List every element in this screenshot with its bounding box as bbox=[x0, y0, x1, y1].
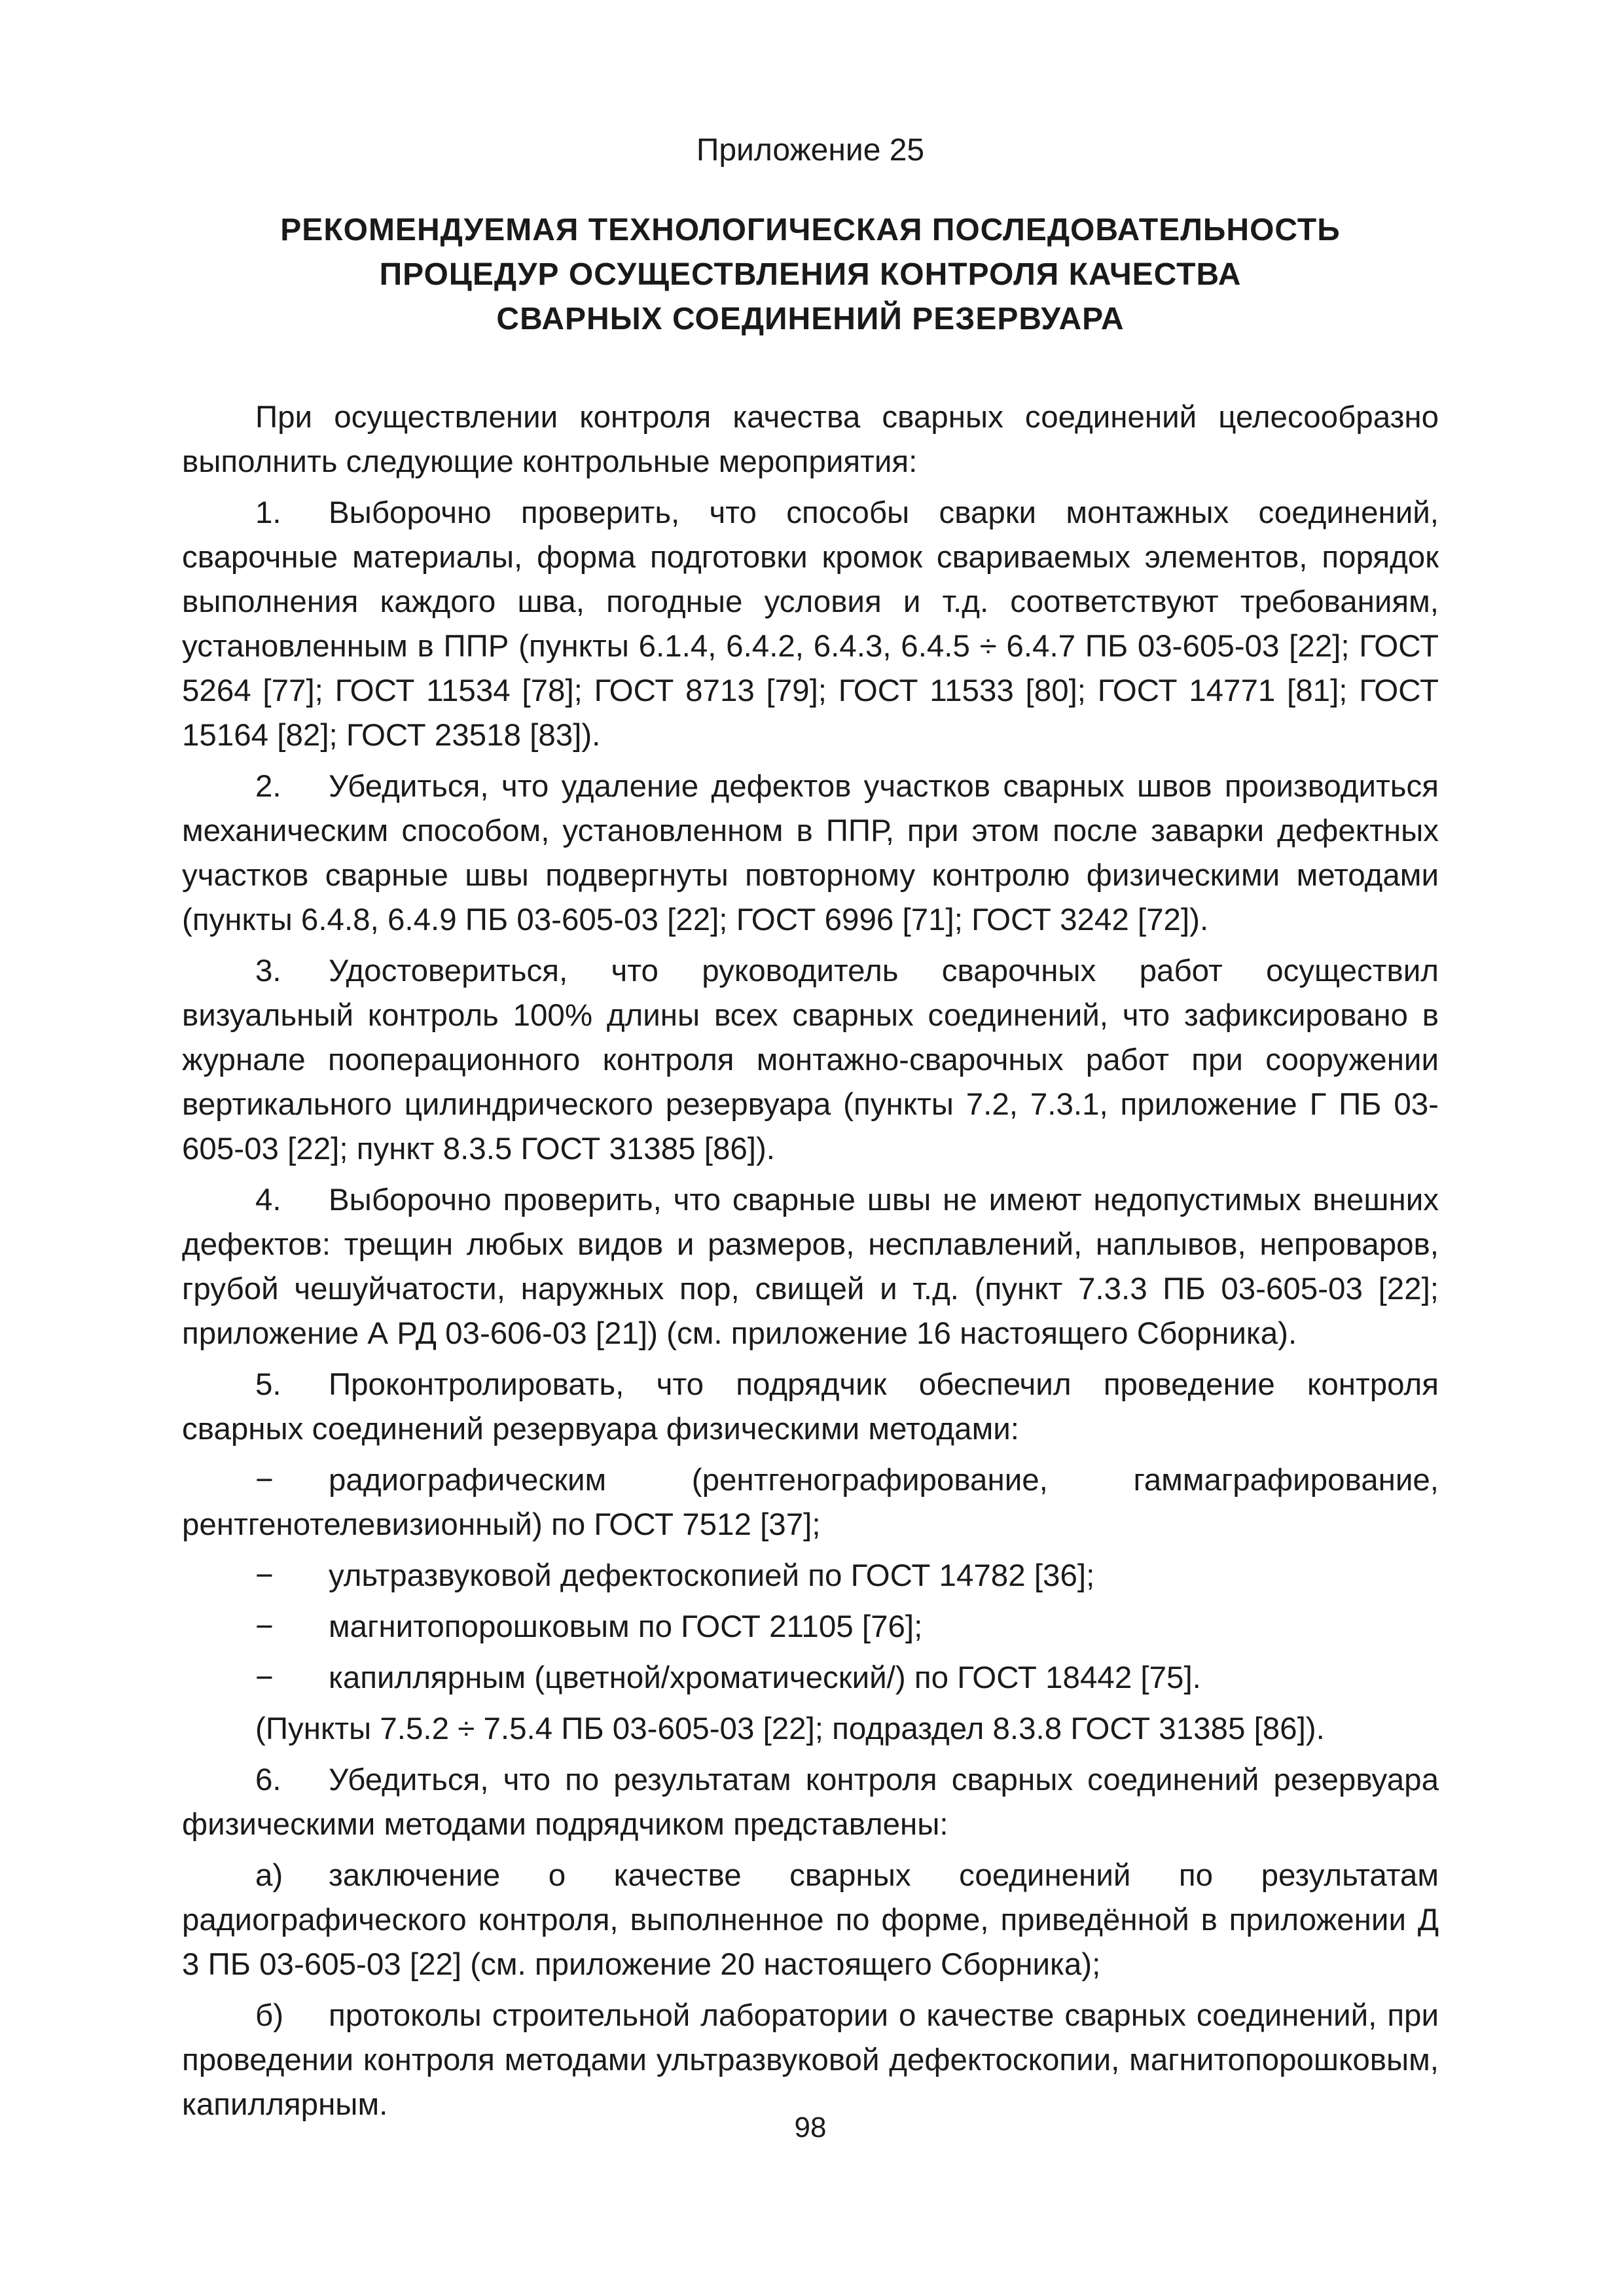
list-item bbox=[182, 491, 1439, 758]
item-text: Удостовериться, что руководитель сварочных работ осуществил визуальный контроль 100% длины всех сварных соединений, что зафиксировано в журнале пооперационного контроля монтажно-сварочных работ при сооружении вертикального цилиндрического резервуара (пункты 7.2, 7.3.1, приложение Г ПБ 03-605-03 [22]; пункт 8.3.5 ГОСТ 31385 [86]). bbox=[182, 954, 1439, 1166]
item-text: капиллярным (цветной/хроматический/) по ГОСТ 18442 [75]. bbox=[329, 1660, 1201, 1695]
list-item bbox=[182, 1458, 1439, 1547]
list-item bbox=[182, 1554, 1439, 1598]
title-line: РЕКОМЕНДУЕМАЯ ТЕХНОЛОГИЧЕСКАЯ ПОСЛЕДОВАТЕЛЬНОСТЬ bbox=[280, 213, 1341, 247]
items-list bbox=[182, 491, 1439, 2127]
item-marker: − bbox=[255, 1609, 274, 1644]
page-title bbox=[182, 208, 1439, 342]
document-body bbox=[182, 395, 1439, 2134]
item-text: Убедиться, что удаление дефектов участков сварных швов производиться механическим способом, установленном в ППР, при этом после заварки дефектных участков сварные швы подвергнуты повторному контролю физическими методами (пункты 6.4.8, 6.4.9 ПБ 03-605-03 [22]; ГОСТ 6996 [71]; ГОСТ 3242 [72]). bbox=[182, 769, 1439, 937]
list-item bbox=[182, 1656, 1439, 1700]
item-marker: 6. bbox=[255, 1763, 281, 1797]
page-number: 98 bbox=[794, 2111, 827, 2144]
item-marker: 4. bbox=[255, 1183, 281, 1217]
item-text: магнитопорошковым по ГОСТ 21105 [76]; bbox=[329, 1609, 923, 1644]
document-page bbox=[182, 0, 1439, 2296]
item-text: Выборочно проверить, что способы сварки монтажных соединений, сварочные материалы, форма подготовки кромок свариваемых элементов, порядок выполнения каждого шва, погодные условия и т.д. соответствуют требованиям, установленным в ППР (пункты 6.1.4, 6.4.2, 6.4.3, 6.4.5 ÷ 6.4.7 ПБ 03-605-03 [22]; ГОСТ 5264 [77]; ГОСТ 11534 [78]; ГОСТ 8713 [79]; ГОСТ 11533 [80]; ГОСТ 14771 [81]; ГОСТ 15164 [82]; ГОСТ 23518 [83]). bbox=[182, 495, 1439, 753]
item-text: Выборочно проверить, что сварные швы не имеют недопустимых внешних дефектов: трещин любых видов и размеров, несплавлений, наплывов, непроваров, грубой чешуйчатости, наружных пор, свищей и т.д. (пункт 7.3.3 ПБ 03-605-03 [22]; приложение А РД 03-606-03 [21]) (см. приложение 16 настоящего Сборника). bbox=[182, 1183, 1439, 1351]
list-item bbox=[182, 1605, 1439, 1649]
list-item bbox=[182, 949, 1439, 1172]
list-item bbox=[182, 1758, 1439, 1847]
item-text: Проконтролировать, что подрядчик обеспечил проведение контроля сварных соединений резервуара физическими методами: bbox=[182, 1367, 1439, 1446]
item-marker: − bbox=[255, 1660, 274, 1695]
item-marker: 2. bbox=[255, 769, 281, 804]
item-marker: 3. bbox=[255, 954, 281, 988]
title-line: ПРОЦЕДУР ОСУЩЕСТВЛЕНИЯ КОНТРОЛЯ КАЧЕСТВА bbox=[379, 257, 1242, 292]
intro-paragraph: При осуществлении контроля качества сварных соединений целесообразно выполнить следующие контрольные мероприятия: bbox=[182, 400, 1439, 479]
item-text: ультразвуковой дефектоскопией по ГОСТ 14782 [36]; bbox=[329, 1558, 1095, 1593]
item-marker: б) bbox=[255, 1998, 284, 2033]
item-marker: а) bbox=[255, 1858, 283, 1893]
item-text: Убедиться, что по результатам контроля сварных соединений резервуара физическими методами подрядчиком представлены: bbox=[182, 1763, 1439, 1842]
item-text: радиографическим (рентгенографирование, гаммаграфирование, рентгенотелевизионный) по ГОСТ 7512 [37]; bbox=[182, 1463, 1439, 1542]
title-line: СВАРНЫХ СОЕДИНЕНИЙ РЕЗЕРВУАРА bbox=[496, 302, 1125, 336]
item-marker: − bbox=[255, 1558, 274, 1593]
list-item bbox=[182, 1363, 1439, 1452]
item-text: (Пункты 7.5.2 ÷ 7.5.4 ПБ 03-605-03 [22]; подраздел 8.3.8 ГОСТ 31385 [86]). bbox=[255, 1712, 1325, 1746]
appendix-label: Приложение 25 bbox=[696, 133, 925, 168]
item-text: заключение о качестве сварных соединений по результатам радиографического контроля, выполненное по форме, приведённой в приложении Д 3 ПБ 03-605-03 [22] (см. приложение 20 настоящего Сборника); bbox=[182, 1858, 1439, 1982]
item-marker: − bbox=[255, 1463, 274, 1498]
item-marker: 5. bbox=[255, 1367, 281, 1402]
list-item bbox=[182, 1178, 1439, 1356]
list-item bbox=[182, 764, 1439, 942]
list-item bbox=[182, 1854, 1439, 1987]
list-item bbox=[182, 1994, 1439, 2127]
list-item bbox=[182, 1707, 1439, 1751]
item-text: протоколы строительной лаборатории о качестве сварных соединений, при проведении контроля методами ультразвуковой дефектоскопии, магнитопорошковым, капиллярным. bbox=[182, 1998, 1439, 2122]
item-marker: 1. bbox=[255, 495, 281, 530]
